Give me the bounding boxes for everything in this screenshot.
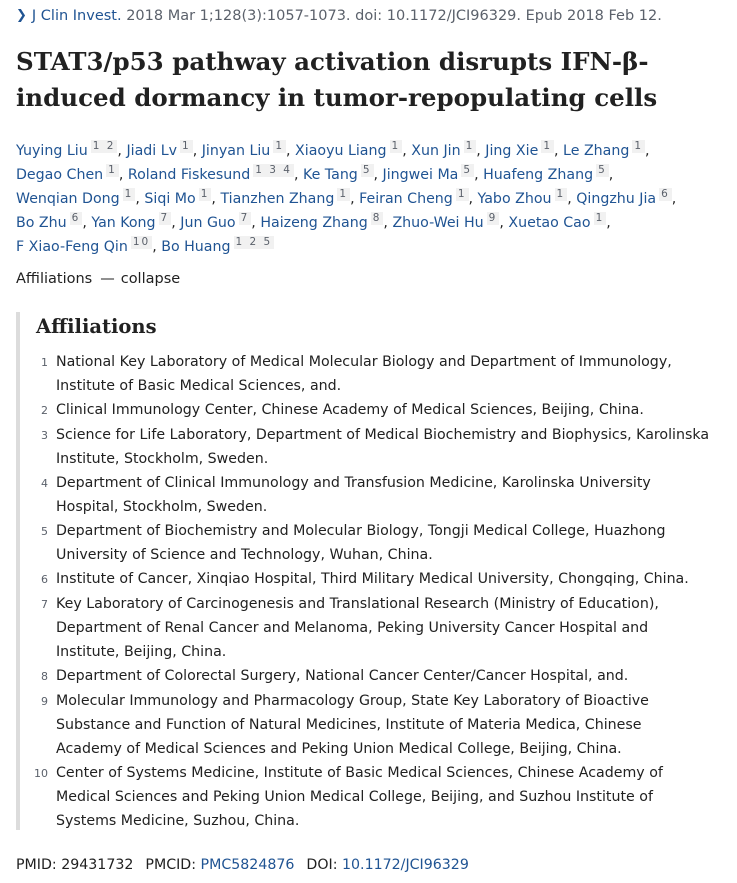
author-separator: , — [118, 167, 124, 183]
journal-link[interactable]: J Clin Invest. — [31, 8, 122, 24]
author-item — [382, 164, 479, 183]
affiliation-item — [20, 664, 710, 689]
author-name-link[interactable]: Yuying Liu — [16, 143, 88, 159]
author-name-link[interactable]: Zhuo-Wei Hu — [392, 215, 484, 231]
author-name-link[interactable]: Degao Chen — [16, 167, 104, 183]
affiliation-ref-badge[interactable]: 5 — [362, 164, 372, 176]
author-item — [16, 188, 140, 207]
author-separator: , — [474, 167, 479, 183]
affiliation-item — [20, 761, 710, 833]
author-name-link[interactable]: Wenqian Dong — [16, 191, 120, 207]
affiliation-ref-badge[interactable]: 1 2 5 — [235, 236, 273, 248]
author-name-link[interactable]: Bo Zhu — [16, 215, 67, 231]
author-separator: , — [192, 143, 198, 159]
author-separator: , — [567, 191, 572, 207]
affiliations-toggle-label[interactable]: Affiliations — [16, 271, 93, 287]
author-item — [127, 164, 299, 183]
author-separator: , — [499, 215, 504, 231]
affiliation-text: National Key Laboratory of Medical Molecular Biology and Department of Immunology, Institute of Basic Medical Sciences, and. — [56, 354, 672, 394]
author-item — [126, 140, 198, 159]
author-separator: , — [645, 143, 650, 159]
affiliation-ref-badge[interactable]: 10 — [132, 236, 151, 248]
author-item — [161, 236, 274, 255]
affiliation-number: 10 — [34, 767, 48, 780]
author-separator: , — [554, 143, 559, 159]
author-name-link[interactable]: Roland Fiskesund — [127, 167, 251, 183]
affiliation-text: Department of Colorectal Surgery, National Cancer Center/Cancer Hospital, and. — [56, 668, 629, 684]
affiliation-ref-badge[interactable]: 1 — [182, 140, 191, 152]
author-name-link[interactable]: Jingwei Ma — [382, 167, 459, 183]
affiliation-text: Institute of Cancer, Xinqiao Hospital, Third Military Medical University, Chongqing, China. — [56, 571, 689, 587]
journal-citation — [16, 8, 662, 24]
article-title: STAT3/p53 pathway activation disrupts IFN-β-induced dormancy in tumor-repopulating cells — [16, 47, 658, 112]
affiliation-item — [20, 689, 710, 761]
author-item — [576, 188, 677, 207]
author-item — [201, 140, 291, 159]
author-item — [144, 188, 216, 207]
author-name-link[interactable]: Jing Xie — [485, 143, 539, 159]
affiliation-ref-badge[interactable]: 1 — [339, 188, 349, 200]
author-name-link[interactable]: Jiadi Lv — [126, 143, 178, 159]
author-name-link[interactable]: Haizeng Zhang — [260, 215, 368, 231]
author-separator: , — [476, 143, 481, 159]
author-separator: , — [171, 215, 176, 231]
author-name-link[interactable]: Ke Tang — [302, 167, 358, 183]
author-item — [477, 188, 572, 207]
affiliation-number: 1 — [41, 356, 48, 369]
affiliation-text: Science for Life Laboratory, Department of Medical Biochemistry and Biophysics, Karolinska Institute, Stockholm, Sweden. — [56, 427, 710, 467]
author-item — [91, 212, 176, 231]
affiliations-toggle[interactable] — [16, 271, 180, 287]
citation-details: 2018 Mar 1;128(3):1057-1073. doi: 10.1172/JCI96329. Epub 2018 Feb 12. — [121, 8, 662, 24]
author-item — [16, 164, 124, 183]
affiliation-number: 3 — [41, 429, 48, 442]
author-separator: , — [251, 215, 256, 231]
author-item — [16, 140, 122, 159]
affiliation-ref-badge[interactable]: 6 — [661, 188, 670, 200]
affiliation-item — [20, 398, 710, 423]
affiliation-ref-badge[interactable]: 5 — [598, 164, 607, 176]
author-name-link[interactable]: Siqi Mo — [144, 191, 196, 207]
affiliation-ref-badge[interactable]: 1 — [391, 140, 401, 152]
author-separator: , — [293, 167, 299, 183]
author-separator: , — [608, 167, 614, 183]
author-separator: , — [350, 191, 355, 207]
affiliation-ref-badge[interactable]: 1 2 — [92, 140, 116, 152]
affiliation-item — [20, 519, 710, 567]
author-separator: , — [468, 191, 474, 207]
author-name-link[interactable]: Tianzhen Zhang — [220, 191, 335, 207]
author-separator: , — [117, 143, 122, 159]
pmid-label: PMID: — [16, 857, 57, 873]
article-identifiers — [16, 857, 469, 873]
author-item — [563, 140, 650, 159]
affiliation-ref-badge[interactable]: 1 — [543, 140, 553, 152]
author-name-link[interactable]: Qingzhu Jia — [576, 191, 657, 207]
affiliation-number: 5 — [41, 525, 48, 538]
author-name-link[interactable]: Yan Kong — [91, 215, 156, 231]
author-item — [16, 212, 87, 231]
author-item — [180, 212, 256, 231]
author-name-link[interactable]: Jun Guo — [180, 215, 236, 231]
affiliations-heading: Affiliations — [36, 315, 157, 338]
author-item — [220, 188, 355, 207]
author-item — [411, 140, 481, 159]
affiliation-ref-badge[interactable]: 6 — [71, 212, 81, 224]
authors-list — [16, 139, 726, 259]
affiliation-number: 7 — [41, 598, 48, 611]
affiliation-ref-badge[interactable]: 1 — [595, 212, 605, 224]
affiliation-ref-badge[interactable]: 1 — [634, 140, 644, 152]
chevron-right-icon[interactable]: ❯ — [16, 8, 27, 23]
affiliations-list — [20, 350, 710, 833]
affiliation-ref-badge[interactable]: 7 — [240, 212, 250, 224]
affiliation-number: 4 — [41, 477, 48, 490]
author-name-link[interactable]: Xiaoyu Liang — [295, 143, 387, 159]
author-item — [359, 188, 474, 207]
affiliation-number: 2 — [41, 404, 48, 417]
affiliation-ref-badge[interactable]: 1 — [124, 188, 134, 200]
author-name-link[interactable]: F Xiao-Feng Qin — [16, 239, 128, 255]
affiliation-ref-badge[interactable]: 1 — [556, 188, 566, 200]
affiliation-number: 9 — [41, 695, 48, 708]
author-name-link[interactable]: Feiran Cheng — [359, 191, 453, 207]
affiliation-item — [20, 471, 710, 519]
author-item — [392, 212, 504, 231]
author-separator: , — [383, 215, 388, 231]
affiliation-text: Molecular Immunology and Pharmacology Group, State Key Laboratory of Bioactive Substance and Function of Natural Medicines, Institute of Materia Medica, Chinese Academy of Medical Sciences and Peking Union Medical College, Beijing, China. — [56, 693, 649, 757]
author-item — [260, 212, 388, 231]
affiliation-item — [20, 423, 710, 471]
affiliation-ref-badge[interactable]: 1 — [200, 188, 210, 200]
author-separator: , — [402, 143, 407, 159]
doi-link[interactable]: 10.1172/JCI96329 — [342, 857, 469, 873]
affiliation-ref-badge[interactable]: 1 — [457, 188, 467, 200]
affiliation-ref-badge[interactable]: 9 — [488, 212, 498, 224]
pmcid-link[interactable]: PMC5824876 — [200, 857, 295, 873]
toggle-dash: — — [100, 271, 115, 287]
affiliation-text: Department of Biochemistry and Molecular Biology, Tongji Medical College, Huazhong University of Science and Technology, Wuhan, China. — [56, 523, 666, 563]
author-item — [485, 140, 559, 159]
affiliation-text: Center of Systems Medicine, Institute of Basic Medical Sciences, Chinese Academy of Medical Sciences and Peking Union Medical College, Beijing, and Suzhou Institute of Systems Medicine, Suzhou, China. — [56, 765, 663, 829]
author-separator: , — [135, 191, 140, 207]
collapse-link[interactable]: collapse — [120, 271, 181, 287]
affiliation-ref-badge[interactable]: 1 — [275, 140, 284, 152]
pmcid-label: PMCID: — [145, 857, 197, 873]
author-item — [302, 164, 379, 183]
author-separator: , — [152, 239, 157, 255]
affiliation-text: Clinical Immunology Center, Chinese Academy of Medical Sciences, Beijing, China. — [56, 402, 644, 418]
affiliation-item — [20, 350, 710, 398]
affiliation-text: Department of Clinical Immunology and Transfusion Medicine, Karolinska University Hospital, Stockholm, Sweden. — [56, 475, 651, 515]
pmid-value: 29431732 — [61, 857, 134, 873]
author-item — [295, 140, 407, 159]
author-name-link[interactable]: Bo Huang — [161, 239, 231, 255]
affiliation-ref-badge[interactable]: 1 — [465, 140, 475, 152]
author-separator: , — [286, 143, 291, 159]
author-separator: , — [211, 191, 216, 207]
author-name-link[interactable]: Xuetao Cao — [508, 215, 591, 231]
author-separator: , — [671, 191, 677, 207]
author-item — [508, 212, 611, 231]
affiliation-ref-badge[interactable]: 1 3 4 — [255, 164, 292, 176]
affiliation-text: Key Laboratory of Carcinogenesis and Translational Research (Ministry of Education), Department of Renal Cancer and Melanoma, Peking University Cancer Hospital and Institute, Beijing, China. — [56, 596, 659, 660]
author-item — [483, 164, 614, 183]
affiliation-ref-badge[interactable]: 5 — [463, 164, 473, 176]
doi-label: DOI: — [306, 857, 338, 873]
affiliation-ref-badge[interactable]: 1 — [108, 164, 117, 176]
author-name-link[interactable]: Yabo Zhou — [477, 191, 552, 207]
affiliation-number: 6 — [41, 573, 48, 586]
affiliation-ref-badge[interactable]: 7 — [160, 212, 170, 224]
author-name-link[interactable]: Le Zhang — [563, 143, 630, 159]
author-name-link[interactable]: Xun Jin — [411, 143, 461, 159]
author-item — [16, 236, 157, 255]
author-separator: , — [82, 215, 87, 231]
author-separator: , — [373, 167, 379, 183]
affiliation-number: 8 — [41, 670, 48, 683]
affiliation-ref-badge[interactable]: 8 — [372, 212, 382, 224]
affiliation-item — [20, 567, 710, 592]
author-separator: , — [606, 215, 611, 231]
author-name-link[interactable]: Jinyan Liu — [201, 143, 271, 159]
affiliation-item — [20, 592, 710, 664]
affiliations-panel — [16, 312, 721, 830]
author-name-link[interactable]: Huafeng Zhang — [483, 167, 594, 183]
